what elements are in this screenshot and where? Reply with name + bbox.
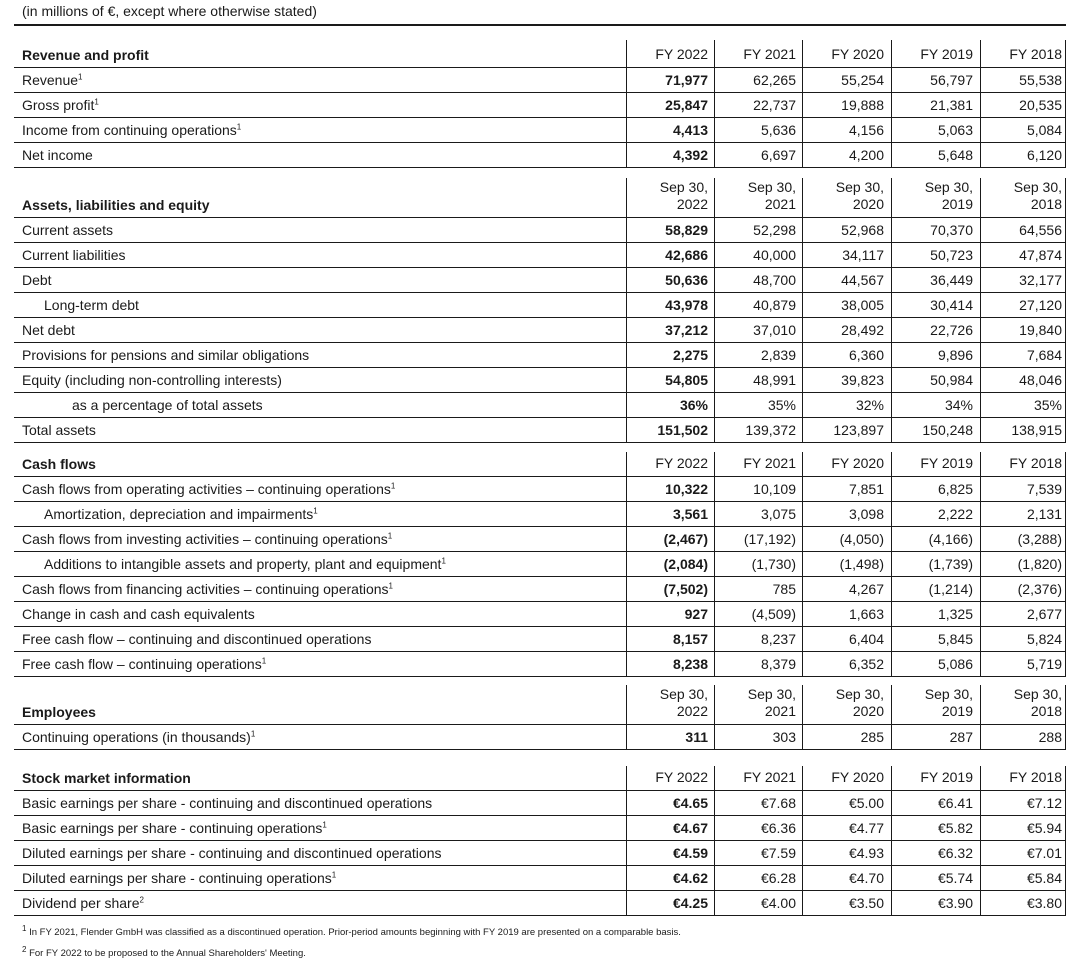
value-cell: (7,502) bbox=[663, 581, 708, 597]
value-cell: 55,254 bbox=[841, 72, 884, 88]
value-cell: 22,726 bbox=[930, 322, 973, 338]
column-divider bbox=[802, 452, 803, 677]
value-cell: (4,166) bbox=[928, 531, 973, 547]
footnote-marker: 1 bbox=[387, 531, 393, 541]
column-header: Sep 30, 2020 bbox=[835, 179, 884, 212]
value-cell: 48,991 bbox=[753, 372, 796, 388]
value-cell: 2,677 bbox=[1026, 606, 1062, 622]
column-divider bbox=[891, 452, 892, 677]
value-cell: 6,825 bbox=[937, 481, 973, 497]
row-label: Free cash flow – continuing operations$^1$ bbox=[22, 656, 267, 672]
column-header: Sep 30, 2022 bbox=[659, 686, 708, 719]
table-row bbox=[14, 527, 1066, 552]
section-body bbox=[14, 68, 1066, 168]
section-employees bbox=[14, 685, 1066, 750]
value-cell: 25,847 bbox=[665, 97, 708, 113]
column-header: FY 2020 bbox=[831, 455, 884, 471]
value-cell: 56,797 bbox=[930, 72, 973, 88]
value-cell: 7,851 bbox=[848, 481, 884, 497]
column-divider bbox=[802, 40, 803, 168]
value-cell: 10,109 bbox=[753, 481, 796, 497]
column-header: Sep 30, 2018 bbox=[1013, 686, 1062, 719]
section-title: Assets, liabilities and equity bbox=[22, 197, 210, 213]
value-cell: 4,267 bbox=[848, 581, 884, 597]
value-cell: 27,120 bbox=[1019, 297, 1062, 313]
column-header: FY 2018 bbox=[1009, 46, 1062, 62]
table-row bbox=[14, 577, 1066, 602]
value-cell: 123,897 bbox=[833, 422, 884, 438]
row-label: Cash flows from operating activities – continuing operations$^1$ bbox=[22, 481, 396, 497]
table-row bbox=[14, 841, 1066, 866]
value-cell: 3,075 bbox=[760, 506, 796, 522]
column-header: FY 2019 bbox=[920, 46, 973, 62]
value-cell: (17,192) bbox=[743, 531, 796, 547]
value-cell: €5.94 bbox=[1026, 820, 1062, 836]
row-label: Change in cash and cash equivalents bbox=[22, 606, 255, 622]
value-cell: 6,352 bbox=[848, 656, 884, 672]
top-rule bbox=[14, 24, 1066, 26]
table-row bbox=[14, 268, 1066, 293]
value-cell: €4.00 bbox=[760, 895, 796, 911]
value-cell: €4.67 bbox=[672, 820, 708, 836]
footnote-marker: 1 bbox=[390, 481, 396, 491]
value-cell: 70,370 bbox=[930, 222, 973, 238]
row-label: Equity (including non-controlling interests) bbox=[22, 372, 282, 388]
value-cell: (2,084) bbox=[663, 556, 708, 572]
value-cell: 37,010 bbox=[753, 322, 796, 338]
column-header: FY 2018 bbox=[1009, 455, 1062, 471]
value-cell: 19,888 bbox=[841, 97, 884, 113]
column-divider bbox=[626, 766, 627, 916]
value-cell: 10,322 bbox=[665, 481, 708, 497]
table-row bbox=[14, 118, 1066, 143]
value-cell: (3,288) bbox=[1017, 531, 1062, 547]
value-cell: 48,700 bbox=[753, 272, 796, 288]
table-row bbox=[14, 866, 1066, 891]
value-cell: (1,214) bbox=[928, 581, 973, 597]
table-row bbox=[14, 418, 1066, 443]
value-cell: 19,840 bbox=[1019, 322, 1062, 338]
value-cell: 8,157 bbox=[672, 631, 708, 647]
row-label: Total assets bbox=[22, 422, 96, 438]
column-divider bbox=[1065, 452, 1066, 677]
value-cell: 311 bbox=[685, 729, 708, 745]
column-header: FY 2022 bbox=[655, 455, 708, 471]
column-divider bbox=[1065, 178, 1066, 443]
value-cell: 28,492 bbox=[841, 322, 884, 338]
value-cell: 151,502 bbox=[657, 422, 708, 438]
value-cell: 5,086 bbox=[937, 656, 973, 672]
footnote-marker: 2 bbox=[139, 895, 144, 905]
value-cell: 36% bbox=[679, 397, 708, 413]
value-cell: 138,915 bbox=[1011, 422, 1062, 438]
section-title: Stock market information bbox=[22, 770, 191, 786]
value-cell: 42,686 bbox=[665, 247, 708, 263]
table-row bbox=[14, 502, 1066, 527]
section-header-row bbox=[14, 178, 1066, 218]
section-header-row bbox=[14, 40, 1066, 68]
column-divider bbox=[714, 452, 715, 677]
table-row bbox=[14, 791, 1066, 816]
column-header: FY 2019 bbox=[920, 769, 973, 785]
footnote-marker: 1 bbox=[261, 656, 267, 666]
footnote-marker: 1 bbox=[250, 729, 256, 739]
column-divider bbox=[980, 40, 981, 168]
column-divider bbox=[1065, 40, 1066, 168]
column-divider bbox=[626, 685, 627, 750]
value-cell: €3.80 bbox=[1026, 895, 1062, 911]
footnote-marker: 1 bbox=[78, 72, 83, 82]
column-header: Sep 30, 2020 bbox=[835, 686, 884, 719]
value-cell: 5,719 bbox=[1026, 656, 1062, 672]
section-body bbox=[14, 791, 1066, 916]
table-row bbox=[14, 293, 1066, 318]
value-cell: €4.25 bbox=[672, 895, 708, 911]
section-stock-market-information bbox=[14, 766, 1066, 916]
column-header: Sep 30, 2019 bbox=[924, 179, 973, 212]
column-header: Sep 30, 2021 bbox=[747, 179, 796, 212]
value-cell: 2,131 bbox=[1026, 506, 1062, 522]
value-cell: 38,005 bbox=[841, 297, 884, 313]
column-divider bbox=[714, 178, 715, 443]
row-label: Additions to intangible assets and property, plant and equipment$^1$ bbox=[44, 556, 446, 572]
table-row bbox=[14, 368, 1066, 393]
column-divider bbox=[1065, 766, 1066, 916]
value-cell: 4,200 bbox=[848, 147, 884, 163]
row-label: Diluted earnings per share - continuing operations$^1$ bbox=[22, 870, 337, 886]
value-cell: 5,063 bbox=[937, 122, 973, 138]
value-cell: 1,663 bbox=[848, 606, 884, 622]
column-divider bbox=[714, 40, 715, 168]
column-header: Sep 30, 2018 bbox=[1013, 179, 1062, 212]
value-cell: 21,381 bbox=[930, 97, 973, 113]
value-cell: 35% bbox=[767, 397, 796, 413]
value-cell: 30,414 bbox=[930, 297, 973, 313]
row-label: Basic earnings per share - continuing operations$^1$ bbox=[22, 820, 327, 836]
value-cell: 7,539 bbox=[1026, 481, 1062, 497]
column-header: FY 2020 bbox=[831, 46, 884, 62]
value-cell: 785 bbox=[772, 581, 796, 597]
row-label: Current assets bbox=[22, 222, 114, 238]
row-label: Revenue$^1$ bbox=[22, 72, 83, 88]
value-cell: €4.93 bbox=[848, 845, 884, 861]
value-cell: 3,561 bbox=[672, 506, 708, 522]
column-header: FY 2021 bbox=[743, 46, 796, 62]
value-cell: 8,379 bbox=[760, 656, 796, 672]
section-title: Revenue and profit bbox=[22, 47, 149, 63]
value-cell: €3.90 bbox=[937, 895, 973, 911]
section-assets-liabilities-and-equity bbox=[14, 178, 1066, 443]
section-header-row bbox=[14, 452, 1066, 477]
footnote-marker: 1 bbox=[331, 870, 337, 880]
column-header: FY 2020 bbox=[831, 769, 884, 785]
row-label: Provisions for pensions and similar obligations bbox=[22, 347, 310, 363]
value-cell: 303 bbox=[772, 729, 796, 745]
value-cell: 6,404 bbox=[848, 631, 884, 647]
column-divider bbox=[891, 178, 892, 443]
table-caption: (in millions of €, except where otherwise stated) bbox=[22, 3, 317, 19]
table-row bbox=[14, 652, 1066, 677]
value-cell: 50,984 bbox=[930, 372, 973, 388]
row-label: Dividend per share$^2$ bbox=[22, 895, 144, 911]
row-label: Income from continuing operations$^1$ bbox=[22, 122, 242, 138]
value-cell: 43,978 bbox=[665, 297, 708, 313]
section-title: Employees bbox=[22, 704, 96, 720]
value-cell: 2,222 bbox=[937, 506, 973, 522]
value-cell: 4,156 bbox=[848, 122, 884, 138]
column-header: FY 2022 bbox=[655, 46, 708, 62]
value-cell: 5,084 bbox=[1026, 122, 1062, 138]
value-cell: 8,238 bbox=[672, 656, 708, 672]
value-cell: 34% bbox=[944, 397, 973, 413]
row-label: Net debt bbox=[22, 322, 75, 338]
value-cell: 34,117 bbox=[842, 247, 884, 263]
value-cell: 5,845 bbox=[937, 631, 973, 647]
value-cell: 64,556 bbox=[1019, 222, 1062, 238]
row-label: Diluted earnings per share - continuing and discontinued operations bbox=[22, 845, 442, 861]
footnotes bbox=[22, 922, 681, 964]
value-cell: 44,567 bbox=[841, 272, 884, 288]
value-cell: (1,820) bbox=[1017, 556, 1062, 572]
value-cell: 58,829 bbox=[665, 222, 708, 238]
table-row bbox=[14, 343, 1066, 368]
value-cell: 52,298 bbox=[753, 222, 796, 238]
value-cell: 2,275 bbox=[672, 347, 708, 363]
value-cell: €5.00 bbox=[848, 795, 884, 811]
footnote-marker: 1 bbox=[388, 581, 393, 591]
column-divider bbox=[802, 178, 803, 443]
column-divider bbox=[891, 685, 892, 750]
value-cell: 6,120 bbox=[1026, 147, 1062, 163]
column-header: FY 2019 bbox=[920, 455, 973, 471]
footnote-marker: 1 bbox=[322, 820, 327, 830]
value-cell: €4.70 bbox=[848, 870, 884, 886]
value-cell: 62,265 bbox=[753, 72, 796, 88]
value-cell: 32% bbox=[855, 397, 884, 413]
value-cell: 9,896 bbox=[937, 347, 973, 363]
column-header: FY 2022 bbox=[655, 769, 708, 785]
value-cell: 52,968 bbox=[841, 222, 884, 238]
column-divider bbox=[626, 452, 627, 677]
value-cell: €5.82 bbox=[937, 820, 973, 836]
column-divider bbox=[1065, 685, 1066, 750]
table-row bbox=[14, 627, 1066, 652]
column-header: Sep 30, 2022 bbox=[659, 179, 708, 212]
column-divider bbox=[980, 178, 981, 443]
column-divider bbox=[802, 766, 803, 916]
section-title: Cash flows bbox=[22, 456, 96, 472]
value-cell: 55,538 bbox=[1019, 72, 1062, 88]
value-cell: 5,648 bbox=[937, 147, 973, 163]
value-cell: 54,805 bbox=[665, 372, 708, 388]
value-cell: 6,697 bbox=[760, 147, 796, 163]
value-cell: €4.62 bbox=[672, 870, 708, 886]
value-cell: 4,392 bbox=[672, 147, 708, 163]
table-row bbox=[14, 891, 1066, 916]
value-cell: (2,376) bbox=[1017, 581, 1062, 597]
value-cell: €6.41 bbox=[937, 795, 973, 811]
table-row bbox=[14, 218, 1066, 243]
value-cell: (4,509) bbox=[751, 606, 796, 622]
footnote-marker: 1 bbox=[236, 122, 242, 132]
value-cell: 37,212 bbox=[665, 322, 708, 338]
footnote-marker: 1 bbox=[94, 97, 99, 107]
value-cell: €7.59 bbox=[760, 845, 796, 861]
table-row bbox=[14, 243, 1066, 268]
column-divider bbox=[980, 766, 981, 916]
value-cell: €7.12 bbox=[1026, 795, 1062, 811]
footnote-marker: 1 bbox=[313, 506, 318, 516]
value-cell: 8,237 bbox=[760, 631, 796, 647]
value-cell: 71,977 bbox=[665, 72, 708, 88]
column-header: Sep 30, 2021 bbox=[747, 686, 796, 719]
value-cell: (1,730) bbox=[751, 556, 796, 572]
row-label: Continuing operations (in thousands)$^1$ bbox=[22, 729, 256, 745]
value-cell: 36,449 bbox=[930, 272, 973, 288]
table-row bbox=[14, 602, 1066, 627]
value-cell: €6.36 bbox=[760, 820, 796, 836]
value-cell: (1,498) bbox=[839, 556, 884, 572]
value-cell: 285 bbox=[860, 729, 884, 745]
value-cell: €4.77 bbox=[848, 820, 884, 836]
row-label: Current liabilities bbox=[22, 247, 126, 263]
value-cell: €7.01 bbox=[1026, 845, 1062, 861]
value-cell: €6.28 bbox=[760, 870, 796, 886]
value-cell: 287 bbox=[949, 729, 973, 745]
column-divider bbox=[626, 178, 627, 443]
value-cell: 35% bbox=[1033, 397, 1062, 413]
section-body bbox=[14, 725, 1066, 750]
value-cell: 50,636 bbox=[665, 272, 708, 288]
row-label: as a percentage of total assets bbox=[72, 397, 263, 413]
column-header: FY 2018 bbox=[1009, 769, 1062, 785]
value-cell: 32,177 bbox=[1019, 272, 1062, 288]
row-label: Cash flows from investing activities – continuing operations$^1$ bbox=[22, 531, 393, 547]
value-cell: 6,360 bbox=[848, 347, 884, 363]
row-label: Cash flows from financing activities – continuing operations$^1$ bbox=[22, 581, 393, 597]
row-label: Free cash flow – continuing and discontinued operations bbox=[22, 631, 372, 647]
row-label: Gross profit$^1$ bbox=[22, 97, 99, 113]
table-row bbox=[14, 143, 1066, 168]
section-cash-flows bbox=[14, 452, 1066, 677]
value-cell: €4.65 bbox=[672, 795, 708, 811]
value-cell: €5.74 bbox=[937, 870, 973, 886]
row-label: Net income bbox=[22, 147, 93, 163]
value-cell: 40,879 bbox=[753, 297, 796, 313]
value-cell: €6.32 bbox=[937, 845, 973, 861]
section-header-row bbox=[14, 685, 1066, 725]
value-cell: 7,684 bbox=[1026, 347, 1062, 363]
table-row bbox=[14, 552, 1066, 577]
value-cell: (2,467) bbox=[663, 531, 708, 547]
section-body bbox=[14, 477, 1066, 677]
table-row bbox=[14, 68, 1066, 93]
column-divider bbox=[714, 685, 715, 750]
table-row bbox=[14, 477, 1066, 502]
column-header: Sep 30, 2019 bbox=[924, 686, 973, 719]
section-header-row bbox=[14, 766, 1066, 791]
value-cell: 20,535 bbox=[1019, 97, 1062, 113]
value-cell: €7.68 bbox=[760, 795, 796, 811]
value-cell: €5.84 bbox=[1026, 870, 1062, 886]
column-divider bbox=[980, 685, 981, 750]
footnote-marker: 1 bbox=[441, 556, 446, 566]
footnote-2: $^2$ For FY 2022 to be proposed to the Annual Shareholders' Meeting. bbox=[22, 944, 306, 959]
value-cell: 288 bbox=[1038, 729, 1062, 745]
table-row bbox=[14, 318, 1066, 343]
value-cell: 3,098 bbox=[848, 506, 884, 522]
value-cell: 150,248 bbox=[922, 422, 973, 438]
value-cell: 47,874 bbox=[1019, 247, 1062, 263]
table-row bbox=[14, 93, 1066, 118]
column-divider bbox=[891, 766, 892, 916]
value-cell: 2,839 bbox=[760, 347, 796, 363]
section-revenue-and-profit bbox=[14, 40, 1066, 168]
column-divider bbox=[802, 685, 803, 750]
value-cell: 22,737 bbox=[753, 97, 796, 113]
value-cell: 5,824 bbox=[1026, 631, 1062, 647]
value-cell: €4.59 bbox=[672, 845, 708, 861]
value-cell: 139,372 bbox=[745, 422, 796, 438]
table-row bbox=[14, 725, 1066, 750]
value-cell: (1,739) bbox=[928, 556, 973, 572]
value-cell: 48,046 bbox=[1019, 372, 1062, 388]
value-cell: 1,325 bbox=[937, 606, 973, 622]
column-header: FY 2021 bbox=[743, 455, 796, 471]
section-body bbox=[14, 218, 1066, 443]
value-cell: (4,050) bbox=[839, 531, 884, 547]
value-cell: 50,723 bbox=[930, 247, 973, 263]
value-cell: 4,413 bbox=[672, 122, 708, 138]
value-cell: 40,000 bbox=[753, 247, 796, 263]
footnote-1: $^1$ In FY 2021, Flender GmbH was classified as a discontinued operation. Prior-period amounts beginning with FY 2019 are presented on a comparable basis. bbox=[22, 923, 681, 938]
value-cell: 39,823 bbox=[841, 372, 884, 388]
row-label: Basic earnings per share - continuing and discontinued operations bbox=[22, 795, 433, 811]
row-label: Long-term debt bbox=[44, 297, 139, 313]
row-label: Debt bbox=[22, 272, 52, 288]
value-cell: 927 bbox=[684, 606, 708, 622]
table-row bbox=[14, 393, 1066, 418]
column-divider bbox=[980, 452, 981, 677]
column-divider bbox=[714, 766, 715, 916]
value-cell: €3.50 bbox=[848, 895, 884, 911]
column-header: FY 2021 bbox=[743, 769, 796, 785]
value-cell: 5,636 bbox=[760, 122, 796, 138]
table-row bbox=[14, 816, 1066, 841]
column-divider bbox=[626, 40, 627, 168]
column-divider bbox=[891, 40, 892, 168]
row-label: Amortization, depreciation and impairments$^1$ bbox=[44, 506, 318, 522]
